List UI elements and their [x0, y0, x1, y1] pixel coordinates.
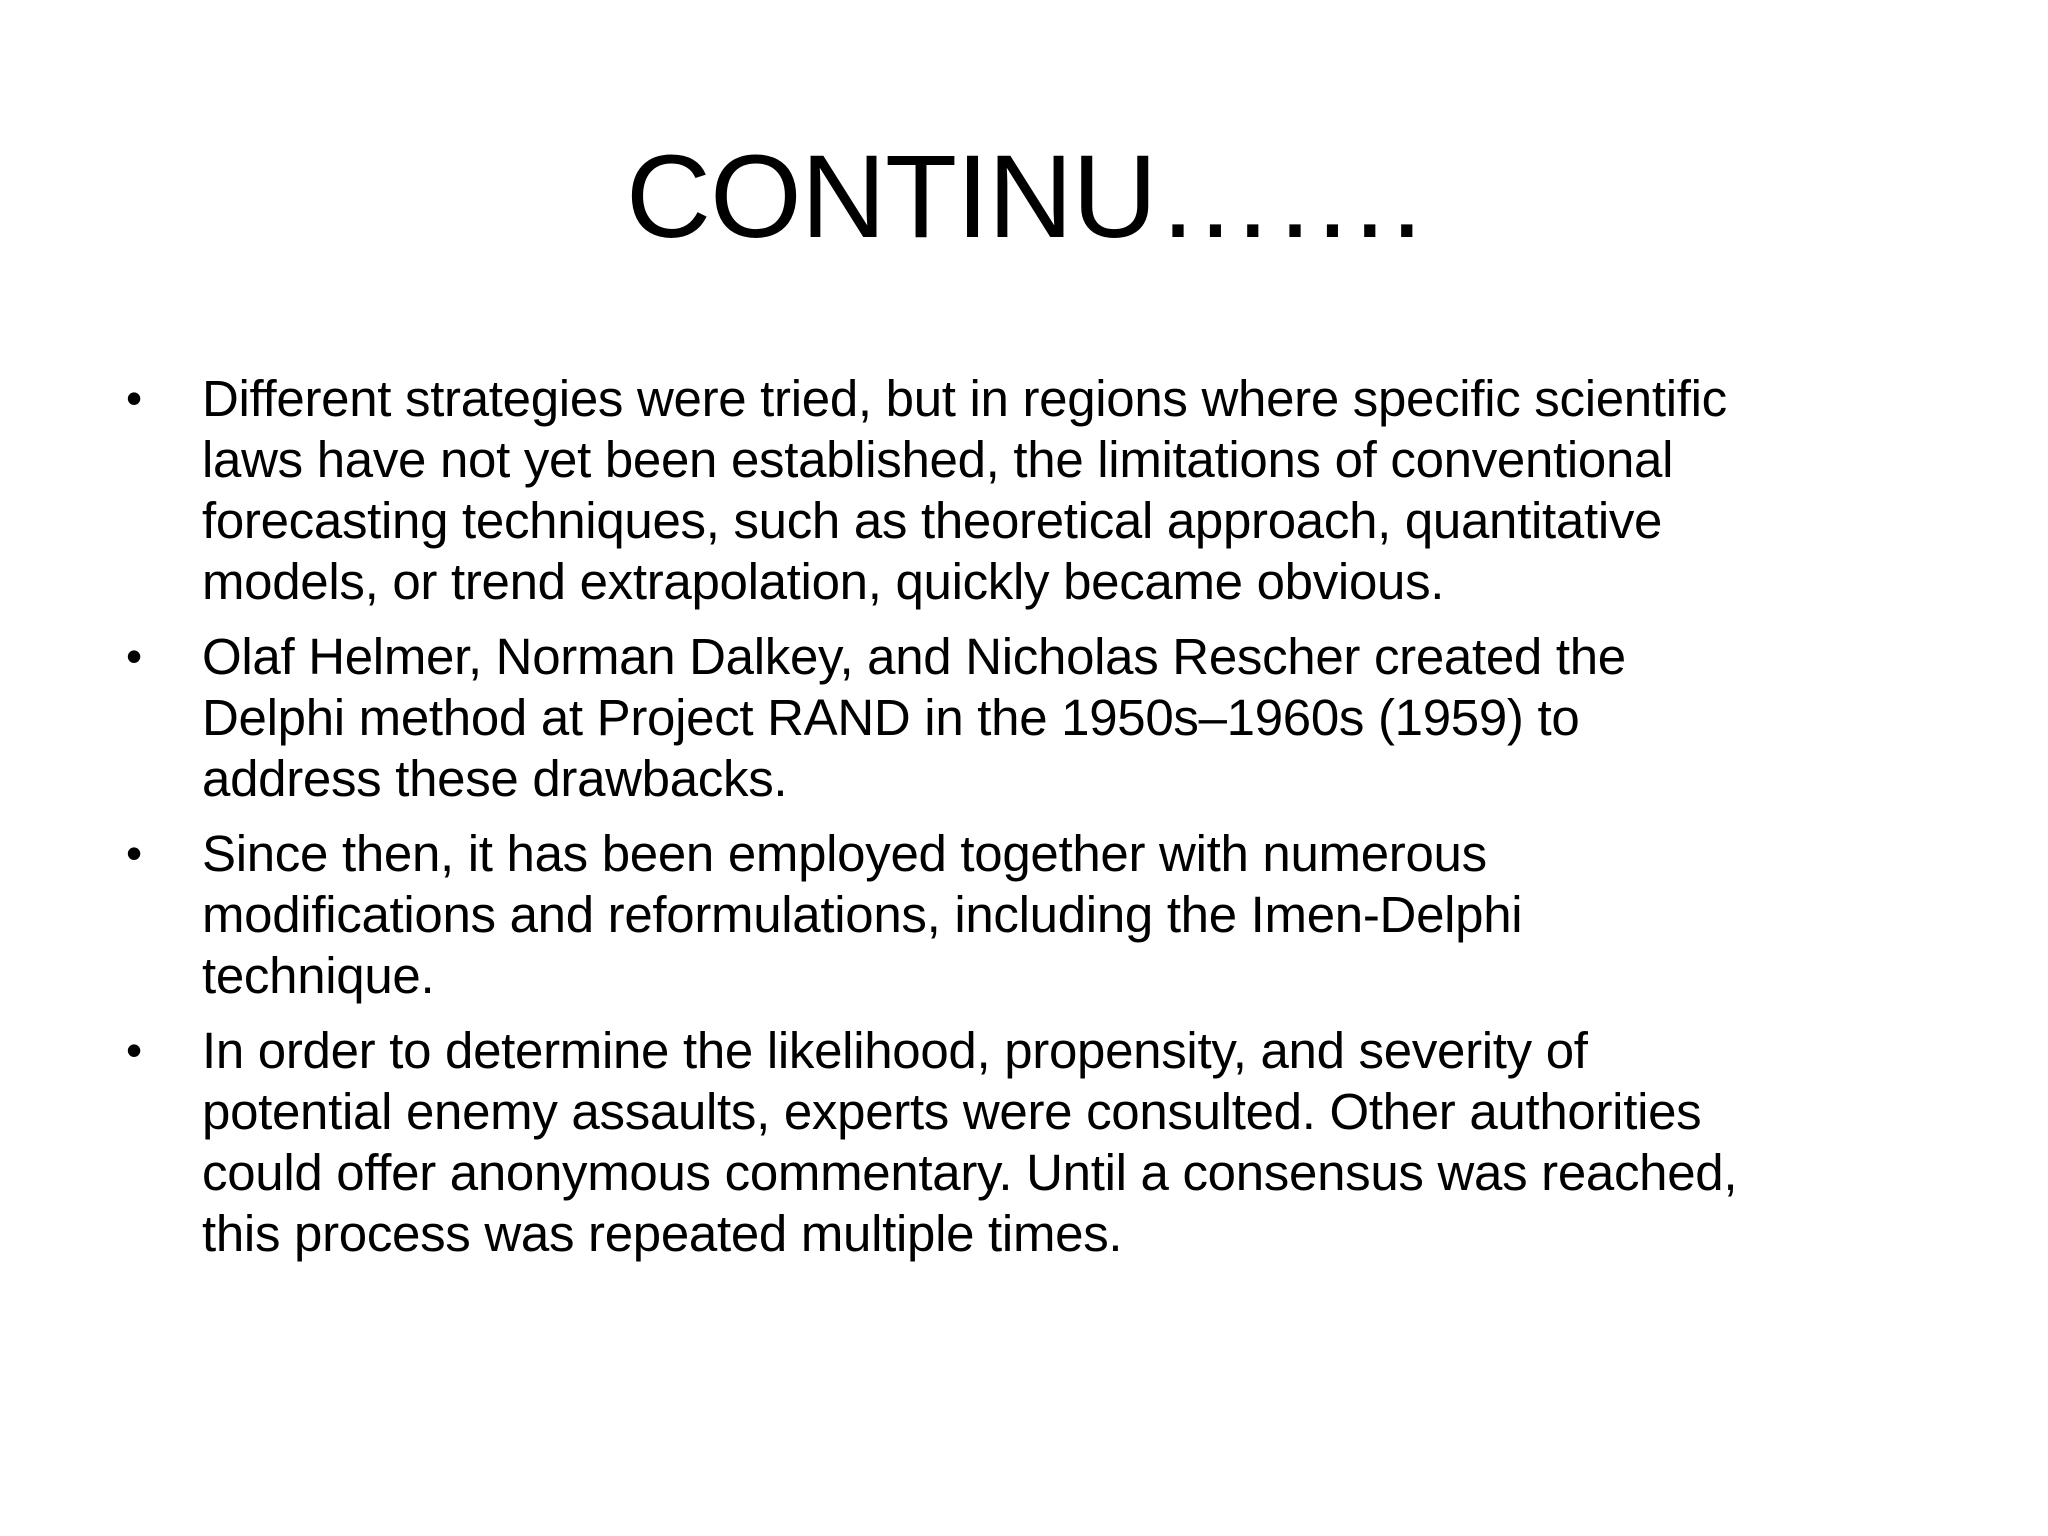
slide-title: CONTINU…….	[625, 131, 1423, 263]
bullet-icon: •	[126, 1024, 142, 1076]
bullet-list	[0, 368, 2048, 1278]
bullet-icon: •	[126, 372, 142, 424]
bullet-item	[0, 368, 1768, 612]
bullet-text: Olaf Helmer, Norman Dalkey, and Nicholas Rescher created the Delphi method at Project RAND in the 1950s–1960s (1959) to address these drawbacks.	[202, 628, 1626, 807]
bullet-text: Since then, it has been employed together with numerous modifications and reformulations, including the Imen-Delphi technique.	[202, 825, 1523, 1004]
bullet-text: Different strategies were tried, but in regions where specific scientific laws have not yet been established, the limitations of conventional forecasting techniques, such as theoretical approach, quantitative models, or trend extrapolation, quickly became obvious.	[202, 370, 1727, 610]
bullet-item	[0, 626, 1768, 809]
bullet-item	[0, 1020, 1768, 1264]
bullet-text: In order to determine the likelihood, propensity, and severity of potential enemy assaults, experts were consulted. Other authorities could offer anonymous commentary. Until a consensus was reached, this process was repeated multiple times.	[202, 1022, 1738, 1262]
bullet-item	[0, 823, 1768, 1006]
bullet-icon: •	[126, 630, 142, 682]
bullet-icon: •	[126, 827, 142, 879]
